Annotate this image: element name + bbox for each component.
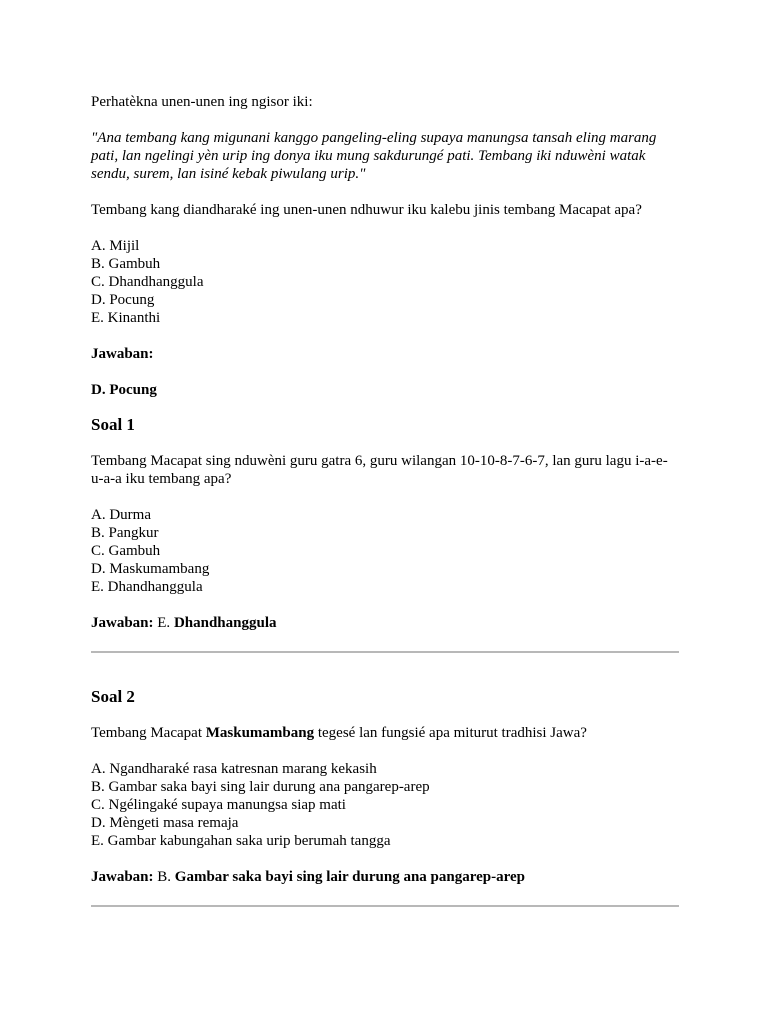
option-item: C. Dhandhanggula <box>91 274 204 290</box>
question-text: Tembang Macapat <box>91 725 206 741</box>
option-item: C. Gambuh <box>91 543 161 559</box>
option-item: E. Kinanthi <box>91 310 161 326</box>
question-text: tegesé lan fungsié apa miturut tradhisi Jawa? <box>314 725 587 741</box>
section-divider <box>91 651 679 653</box>
answer-text: D. Pocung <box>91 382 157 398</box>
soal-1-answer <box>91 614 679 632</box>
soal-1-options <box>91 506 679 596</box>
soal-2-options <box>91 760 679 850</box>
option-item: D. Maskumambang <box>91 561 210 577</box>
soal-2-answer <box>91 868 679 886</box>
option-item: E. Dhandhanggula <box>91 579 203 595</box>
answer-label: Jawaban: <box>91 615 154 631</box>
answer-letter: E. <box>153 615 174 631</box>
instruction-text: Perhatèkna unen-unen ing ngisor iki: <box>91 94 313 110</box>
soal-1-title: Soal 1 <box>91 415 135 434</box>
option-item: A. Durma <box>91 507 151 523</box>
option-item: B. Gambar saka bayi sing lair durung ana pangarep-arep <box>91 779 430 795</box>
option-item: A. Mijil <box>91 238 140 254</box>
section-divider <box>91 905 679 907</box>
option-item: D. Mèngeti masa remaja <box>91 815 239 831</box>
intro-options <box>91 237 679 327</box>
soal-2-title: Soal 2 <box>91 687 135 706</box>
answer-letter: B. <box>153 869 175 885</box>
question-keyword: Maskumambang <box>205 725 315 741</box>
option-item: C. Ngélingaké supaya manungsa siap mati <box>91 797 346 813</box>
option-item: E. Gambar kabungahan saka urip berumah tangga <box>91 833 391 849</box>
option-item: A. Ngandharaké rasa katresnan marang kekasih <box>91 761 377 777</box>
answer-label: Jawaban: <box>91 346 154 362</box>
answer-label: Jawaban: <box>91 869 154 885</box>
option-item: B. Gambuh <box>91 256 161 272</box>
option-item: B. Pangkur <box>91 525 159 541</box>
soal-2-question <box>91 724 679 742</box>
answer-text: Gambar saka bayi sing lair durung ana pangarep-arep <box>174 869 526 885</box>
intro-question: Tembang kang diandharaké ing unen-unen ndhuwur iku kalebu jinis tembang Macapat apa? <box>91 202 642 218</box>
answer-text: Dhandhanggula <box>173 615 277 631</box>
quote-text: "Ana tembang kang migunani kanggo pangeling-eling supaya manungsa tansah eling marang pati, lan ngelingi yèn urip ing donya iku mung sakdurungé pati. Tembang iki nduwèni watak sendu, surem, lan isiné kebak piwulang urip." <box>91 130 657 182</box>
document-page <box>91 93 679 907</box>
option-item: D. Pocung <box>91 292 155 308</box>
soal-1-question: Tembang Macapat sing nduwèni guru gatra 6, guru wilangan 10-10-8-7-6-7, lan guru lagu i-a-e-u-a-a iku tembang apa? <box>91 453 668 487</box>
